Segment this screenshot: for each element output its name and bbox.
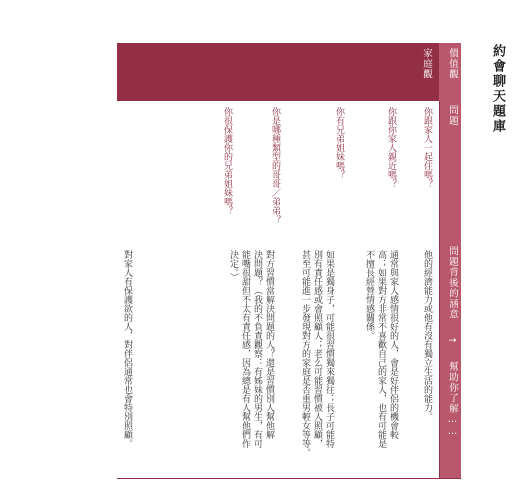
arrow-icon: → bbox=[447, 334, 458, 347]
answer-3-line-2: 別有責任感或會照顧人；老么可能習慣被人照顧， bbox=[312, 250, 322, 448]
help-header-label: 幫助你了解…… bbox=[447, 361, 458, 438]
answer-1-line-1: 他的經濟能力或他有沒有獨立生活的能力。 bbox=[422, 250, 432, 421]
answer-4-line-3: 能嘴很甜但不太有責任感，因為總是有人幫他們作 bbox=[240, 250, 250, 448]
answer-2 bbox=[363, 250, 399, 448]
category-header-band bbox=[117, 43, 461, 101]
answer-2-line-2: 高；如果對方非常不喜歡自己的家人，也有可能是 bbox=[376, 250, 386, 448]
answer-4 bbox=[227, 250, 275, 448]
answer-4-line-1: 對方習慣當解決問題的人？還是習慣別人幫他解 bbox=[264, 250, 274, 439]
answer-5-line-1: 對家人有保護欲的人，對伴侶通常也會特別照顧。 bbox=[122, 250, 132, 448]
category-header-label: 家庭觀 bbox=[421, 48, 432, 80]
answer-1 bbox=[421, 250, 433, 421]
page-title: 約會聊天題庫 bbox=[490, 44, 505, 134]
meaning-header-label: 問題背後的涵意 bbox=[447, 246, 458, 320]
question-1: 你跟家人一起住嗎？ bbox=[422, 107, 432, 188]
meaning-header bbox=[445, 246, 459, 438]
table-bottom-rule bbox=[117, 478, 461, 479]
answer-3 bbox=[299, 250, 335, 457]
answer-3-line-3: 甚至可能進一步發現對方的家庭是否重男輕女等等。 bbox=[300, 250, 310, 457]
question-5: 你很保護你的兄弟姐妹嗎？ bbox=[222, 107, 232, 215]
question-header-label: 問題 bbox=[447, 105, 458, 126]
answer-3-line-1: 如果是獨身子，可能很習慣獨來獨往；長子可能特 bbox=[324, 250, 334, 448]
answer-2-line-3: 不擅長經營情感關係。 bbox=[364, 250, 374, 340]
answer-2-line-1: 通常與家人感情很好的人，會是好伴侶的機會較 bbox=[388, 250, 398, 439]
answer-4-line-2: 決問題？（我的不負責觀察：有姊妹的男生，有可 bbox=[252, 250, 262, 448]
book-page bbox=[101, 8, 517, 496]
answer-5 bbox=[121, 250, 133, 448]
question-3: 你有兄弟姐妹嗎？ bbox=[334, 107, 344, 179]
question-2: 你跟你家人親近嗎？ bbox=[386, 107, 396, 188]
answer-4-line-4: 決定。） bbox=[228, 250, 238, 282]
column-divider bbox=[439, 101, 440, 478]
question-4: 你是哪種類型的哥哥／弟弟？ bbox=[270, 107, 280, 224]
value-header-label: 價值觀 bbox=[447, 48, 458, 80]
